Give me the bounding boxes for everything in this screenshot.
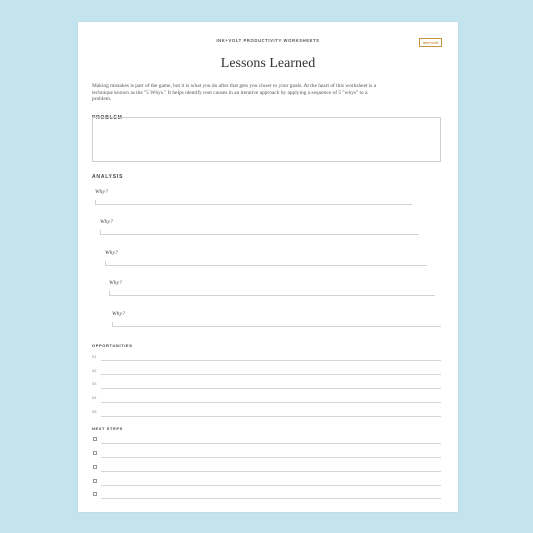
- opportunity-1-number: 01: [92, 354, 97, 359]
- why-4-field[interactable]: [109, 295, 435, 296]
- analysis-label: ANALYSIS: [92, 174, 124, 180]
- why-3-field[interactable]: [105, 265, 427, 266]
- why-5-label: Why?: [112, 311, 125, 317]
- opportunities-label: OPPORTUNITIES: [92, 343, 133, 348]
- why-2-field[interactable]: [100, 234, 419, 235]
- opportunity-5-field[interactable]: [101, 416, 441, 417]
- intro-text: Making mistakes is part of the game, but it is what you do after that gets you closer to your goals. At the heart of this worksheet is a technique known as the "5 Whys." It helps identify root causes in an iterative approach by applying a sequence of 5 "whys" to a problem.: [92, 83, 377, 103]
- why-1-field[interactable]: [95, 204, 412, 205]
- next-step-1-checkbox[interactable]: [93, 437, 97, 441]
- opportunity-5-number: 05: [92, 409, 97, 414]
- brand-header: INK+VOLT PRODUCTIVITY WORKSHEETS: [216, 38, 320, 43]
- opportunity-4-field[interactable]: [101, 402, 441, 403]
- opportunity-3-field[interactable]: [101, 388, 441, 389]
- next-step-5-checkbox[interactable]: [93, 492, 97, 496]
- next-step-2-field[interactable]: [101, 457, 441, 458]
- next-step-4-field[interactable]: [101, 485, 441, 486]
- next-step-4-checkbox[interactable]: [93, 479, 97, 483]
- opportunity-2-number: 02: [92, 368, 97, 373]
- next-step-5-field[interactable]: [101, 498, 441, 499]
- why-1-label: Why?: [95, 189, 108, 195]
- why-3-label: Why?: [105, 250, 118, 256]
- page-title: Lessons Learned: [220, 56, 316, 71]
- opportunity-4-number: 04: [92, 395, 97, 400]
- problem-field[interactable]: [92, 117, 441, 162]
- next-step-1-field[interactable]: [101, 443, 441, 444]
- problem-label: PROBLEM: [92, 115, 123, 121]
- why-2-label: Why?: [100, 219, 113, 225]
- why-5-field[interactable]: [112, 326, 441, 327]
- next-step-3-field[interactable]: [101, 471, 441, 472]
- worksheet-page: [78, 22, 458, 512]
- next-step-3-checkbox[interactable]: [93, 465, 97, 469]
- opportunity-1-field[interactable]: [101, 360, 441, 361]
- why-4-label: Why?: [109, 280, 122, 286]
- next-steps-label: NEXT STEPS: [92, 426, 123, 431]
- next-step-2-checkbox[interactable]: [93, 451, 97, 455]
- opportunity-3-number: 03: [92, 381, 97, 386]
- brand-logo: ink+volt: [419, 38, 442, 47]
- opportunity-2-field[interactable]: [101, 374, 441, 375]
